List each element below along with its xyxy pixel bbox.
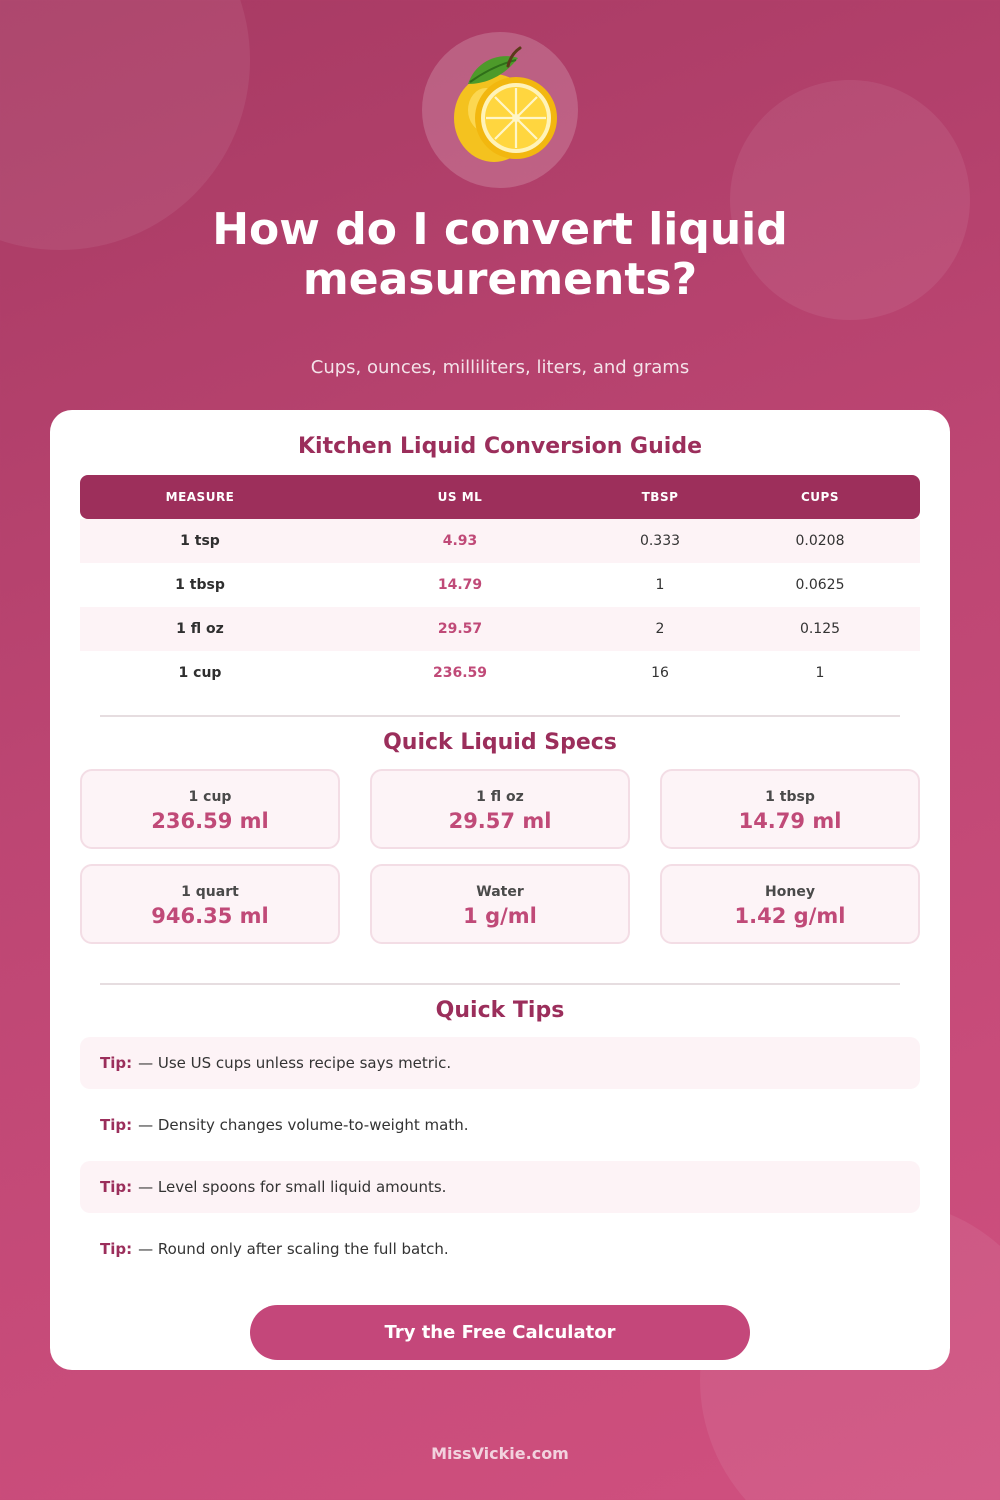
cell-measure: 1 tsp <box>180 533 220 549</box>
page-subtitle: Cups, ounces, milliliters, liters, and grams <box>310 357 690 378</box>
table-row <box>80 563 920 607</box>
table-row <box>80 519 920 563</box>
tip-text: — Level spoons for small liquid amounts. <box>138 1178 447 1196</box>
cell-cups: 0.0625 <box>795 577 845 593</box>
cell-us-ml: 4.93 <box>442 533 478 549</box>
calculator-button[interactable]: Try the Free Calculator <box>250 1305 750 1360</box>
spec-card <box>80 864 340 944</box>
cell-cups: 0.125 <box>799 621 841 637</box>
column-header-us-ml: US ML <box>437 490 483 504</box>
column-header-measure: MEASURE <box>165 490 235 504</box>
spec-value: 236.59 ml <box>151 809 269 833</box>
spec-card <box>370 769 630 849</box>
tip-label: Tip: <box>100 1054 133 1072</box>
section-divider <box>100 983 900 985</box>
guide-title: Kitchen Liquid Conversion Guide <box>297 434 702 459</box>
column-header-tbsp: TBSP <box>641 490 679 504</box>
cell-cups: 1 <box>815 665 825 681</box>
cell-tbsp: 16 <box>651 665 669 681</box>
spec-label: 1 tbsp <box>765 789 815 805</box>
cell-us-ml: 236.59 <box>432 665 488 681</box>
table-header <box>80 475 920 519</box>
spec-card <box>80 769 340 849</box>
spec-card <box>660 769 920 849</box>
spec-value: 1.42 g/ml <box>734 904 846 928</box>
cell-us-ml: 14.79 <box>437 577 483 593</box>
cell-tbsp: 2 <box>655 621 665 637</box>
spec-value: 1 g/ml <box>463 904 537 928</box>
cell-tbsp: 1 <box>655 577 665 593</box>
cell-measure: 1 fl oz <box>176 621 224 637</box>
tip-item <box>80 1223 920 1275</box>
cell-tbsp: 0.333 <box>639 533 681 549</box>
tip-item <box>80 1099 920 1151</box>
section-divider <box>100 715 900 717</box>
column-header-cups: CUPS <box>801 490 839 504</box>
tip-label: Tip: <box>100 1240 133 1258</box>
spec-card <box>660 864 920 944</box>
cell-us-ml: 29.57 <box>437 621 483 637</box>
conversion-table <box>80 475 920 695</box>
tip-text: — Use US cups unless recipe says metric. <box>138 1054 452 1072</box>
page-title: How do I convert liquid measurements? <box>212 204 788 305</box>
tip-text: — Density changes volume-to-weight math. <box>138 1116 469 1134</box>
table-row <box>80 651 920 695</box>
spec-label: 1 fl oz <box>476 789 524 805</box>
tip-label: Tip: <box>100 1178 133 1196</box>
spec-label: Water <box>476 884 524 900</box>
cell-cups: 0.0208 <box>795 533 845 549</box>
footer-brand[interactable]: MissVickie.com <box>431 1444 569 1463</box>
tip-item <box>80 1161 920 1213</box>
spec-card <box>370 864 630 944</box>
cell-measure: 1 tbsp <box>175 577 225 593</box>
specs-title: Quick Liquid Specs <box>383 730 617 755</box>
tip-label: Tip: <box>100 1116 133 1134</box>
tip-text: — Round only after scaling the full batch. <box>138 1240 449 1258</box>
cell-measure: 1 cup <box>178 665 222 681</box>
spec-value: 29.57 ml <box>448 809 552 833</box>
content-card <box>50 410 950 1370</box>
tips-title: Quick Tips <box>435 998 565 1023</box>
spec-label: Honey <box>765 884 815 900</box>
tip-item <box>80 1037 920 1089</box>
spec-value: 946.35 ml <box>151 904 269 928</box>
spec-value: 14.79 ml <box>738 809 842 833</box>
spec-label: 1 quart <box>181 884 239 900</box>
spec-label: 1 cup <box>188 789 232 805</box>
table-row <box>80 607 920 651</box>
hero-icon-badge <box>422 32 578 188</box>
lemon-icon <box>422 32 578 188</box>
